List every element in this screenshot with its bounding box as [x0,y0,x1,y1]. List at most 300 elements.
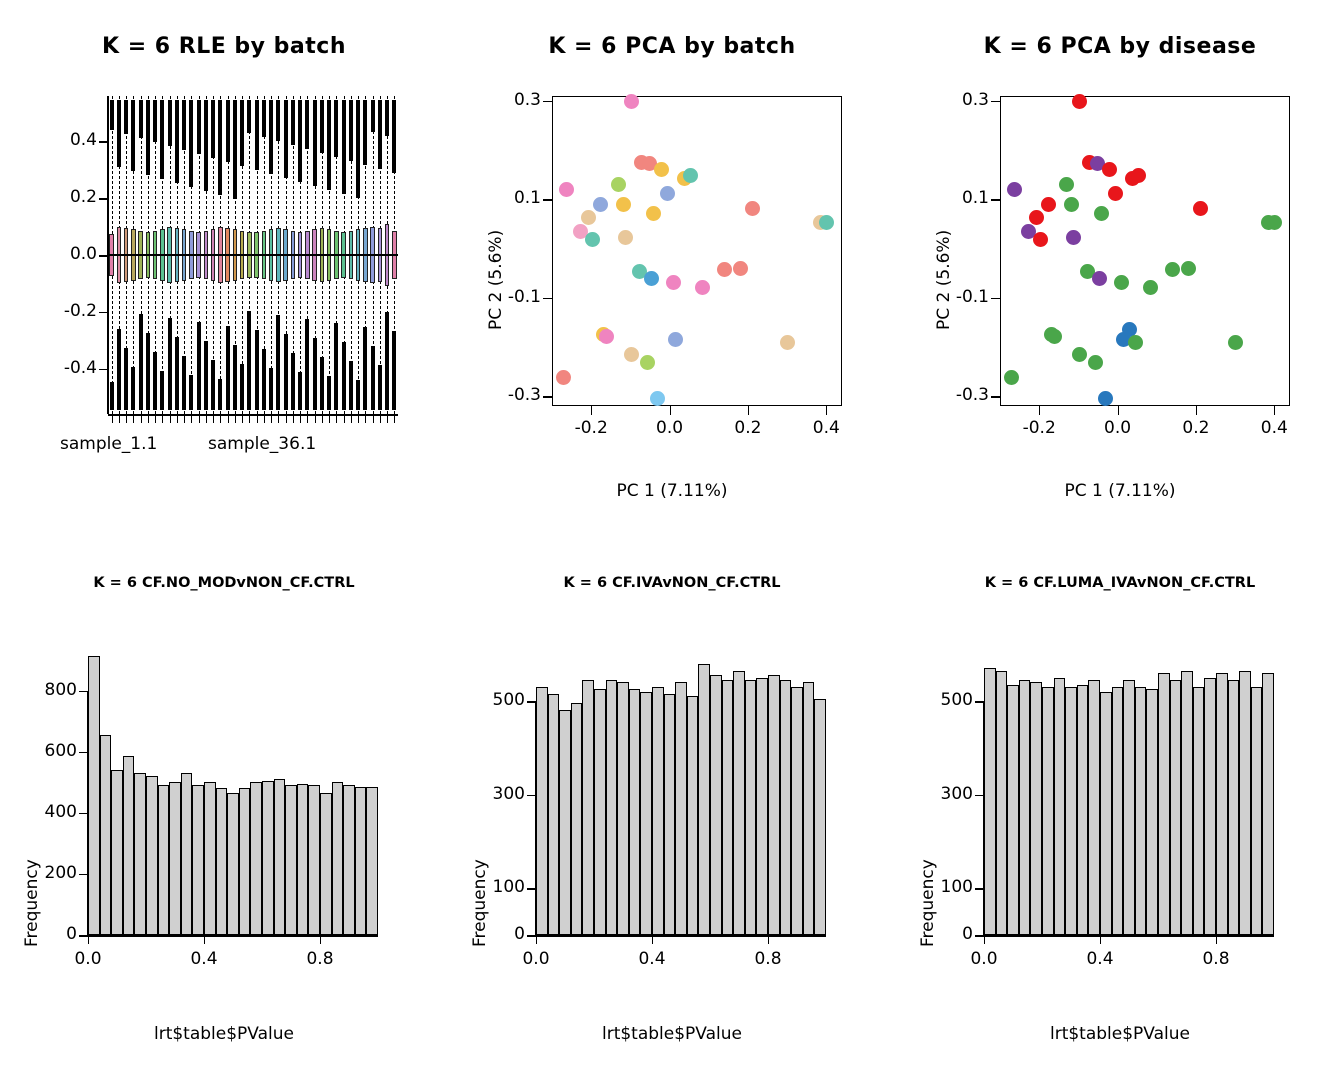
pca-ytick-label: -0.3 [507,385,541,406]
rle-xtick [228,414,229,423]
rle-outliers-bottom [124,348,128,410]
hist-ytick [79,813,88,815]
rle-xtick [235,414,236,423]
rle-ytick [99,141,108,143]
panel-title-hist3: K = 6 CF.LUMA_IVAvNON_CF.CTRL [984,575,1256,591]
hist-ytick [975,935,984,937]
hist-bar [996,671,1008,935]
hist-bar [100,735,112,935]
rle-outliers-top [218,100,222,195]
rle-ytick-label: -0.4 [63,357,97,378]
pca-point [624,94,639,109]
rle-outliers-top [110,100,114,130]
pca-ytick [543,199,552,201]
pca-xtick-label: -0.2 [1022,418,1056,438]
hist-bar [1181,671,1193,935]
rle-outliers-bottom [262,349,266,410]
rle-outliers-bottom [117,329,121,410]
hist-bar [1042,687,1054,935]
pca-xtick [1196,406,1197,415]
hist-bar [88,656,100,935]
hist-bar [250,782,262,935]
rle-outliers-top [284,100,288,178]
hist-bar [814,699,826,935]
rle-outliers-bottom [327,376,331,410]
rle-xaxis [108,414,398,416]
hist-bar [571,703,583,935]
hist-bar [158,785,170,935]
rle-xtick [162,414,163,423]
hist-ytick-label: 0 [66,924,77,944]
hist-ytick [527,795,536,797]
pca-point [1047,329,1062,344]
rle-zero-line [108,254,398,256]
hist-bar [617,682,629,935]
pca-xtick-label: 0.2 [1182,418,1210,438]
pca-ytick-label: -0.1 [955,286,989,307]
pca-point [1108,186,1123,201]
rle-xtick [242,414,243,423]
hist-bar [698,664,710,935]
hist2-ylabel: Frequency [470,859,490,947]
hist-ytick-label: 800 [44,679,77,700]
hist-bar [1123,680,1135,935]
rle-outliers-top [204,100,208,191]
hist-ytick [975,795,984,797]
rle-outliers-top [327,100,331,190]
rle-outliers-top [334,100,338,157]
pca-xtick-label: -0.2 [574,418,608,438]
pca-ytick-label: -0.3 [955,385,989,406]
rle-outliers-bottom [139,314,143,410]
hist-bar [710,675,722,935]
hist-bar [687,696,699,935]
pca-batch-frame [552,96,842,406]
hist-bar [1112,687,1124,935]
hist-bar [262,781,274,935]
panel-pca-by-disease [896,0,1344,537]
panel-rle-by-batch [0,0,448,537]
hist-ytick [975,701,984,703]
hist-xtick [768,935,769,944]
rle-outliers-bottom [197,322,201,410]
hist-bar [756,678,768,935]
pca-point [616,197,631,212]
pca-point [1041,197,1056,212]
rle-ytick-label: -0.2 [63,300,97,321]
hist-bar [1030,682,1042,935]
pca-ytick [991,199,1000,201]
rle-outliers-bottom [182,356,186,410]
rle-outliers-top [276,100,280,141]
rle-xtick [199,414,200,423]
hist-xtick-label: 0.0 [74,949,102,969]
hist-xtick-label: 0.8 [1202,949,1230,969]
hist-bar [1158,673,1170,935]
hist-bar [297,784,309,935]
pca-xtick-label: 0.4 [812,418,840,438]
hist-ytick [975,888,984,890]
rle-xtick [365,414,366,423]
rle-outliers-bottom [356,380,360,410]
hist-bar [320,793,332,935]
hist-bar [582,680,594,935]
hist-xtick-label: 0.0 [970,949,998,969]
pca-point [559,182,574,197]
hist-bar [606,680,618,935]
rle-xtick [358,414,359,423]
hist-xtick [88,935,89,944]
hist-bar [146,776,158,935]
pca-disease-ylabel: PC 2 (5.6%) [934,229,954,330]
hist-bar [768,675,780,935]
hist-bar [216,788,228,935]
pca-xtick-label: 0.0 [1104,418,1132,438]
rle-outliers-top [363,100,367,165]
rle-outliers-top [342,100,346,194]
hist-bar [984,668,996,935]
hist-bar [1088,680,1100,935]
pca-point [593,197,608,212]
hist-bar [343,785,355,935]
rle-outliers-bottom [146,333,150,410]
rle-outliers-top [291,100,295,145]
panel-hist-cf-luma-iva [896,537,1344,1075]
pca-disease-frame [1000,96,1290,406]
pca-point [668,332,683,347]
pca-point [1228,335,1243,350]
pca-point [717,262,732,277]
rle-xtick [315,414,316,423]
rle-ytick [99,255,108,257]
pca-disease-xlabel: PC 1 (7.11%) [1064,481,1176,501]
hist-bar [332,782,344,935]
hist3-xlabel: lrt$table$PValue [1049,1024,1190,1044]
rle-xtick [206,414,207,423]
pca-xtick [1274,406,1275,415]
pca-ytick-label: 0.3 [961,89,989,110]
rle-outliers-bottom [175,337,179,410]
rle-outliers-top [233,100,237,199]
hist-bar [791,687,803,935]
hist-ytick [79,752,88,754]
rle-outliers-top [240,100,244,166]
pca-ytick [543,298,552,300]
rle-outliers-bottom [349,361,353,410]
hist-ytick-label: 500 [492,690,525,711]
hist-bar [169,782,181,935]
rle-outliers-bottom [233,345,237,410]
rle-outliers-top [189,100,193,187]
rle-xtick [155,414,156,423]
rle-outliers-top [269,100,273,174]
hist-bar [1019,680,1031,935]
hist-bar [1135,687,1147,935]
rle-outliers-top [160,100,164,179]
hist-bar [652,687,664,935]
hist-ytick [79,874,88,876]
hist-bar [1146,689,1158,935]
hist-xtick-label: 0.4 [190,949,218,969]
rle-xtick [184,414,185,423]
pca-point [1072,94,1087,109]
rle-outliers-top [131,100,135,171]
pca-point [780,335,795,350]
hist-bar [1065,687,1077,935]
pca-xtick [1118,406,1119,415]
hist1-ylabel: Frequency [22,859,42,947]
rle-outliers-top [255,100,259,170]
rle-outliers-top [298,100,302,182]
hist-bar [640,692,652,935]
rle-outliers-bottom [276,315,280,410]
hist-bar [594,689,606,935]
hist-ytick-label: 500 [940,690,973,711]
rle-outliers-bottom [211,360,215,410]
rle-xtick [220,414,221,423]
hist-bar [629,689,641,935]
hist-ytick-label: 200 [44,862,77,883]
hist-bar [285,785,297,935]
rle-outliers-bottom [226,326,230,410]
hist-bar [664,694,676,935]
hist-ytick-label: 0 [514,924,525,944]
hist-yaxis [983,701,985,935]
hist-bar [733,671,745,935]
hist-xtick-label: 0.4 [638,949,666,969]
rle-outliers-bottom [392,331,396,410]
rle-outliers-bottom [153,352,157,410]
rle-outliers-top [117,100,121,167]
pca-point [1064,197,1079,212]
hist-ytick [79,935,88,937]
rle-outliers-top [146,100,150,175]
rle-xtick [271,414,272,423]
rle-outliers-top [211,100,215,158]
hist-bar [308,785,320,935]
rle-xtick [191,414,192,423]
hist-ytick-label: 0 [962,924,973,944]
rle-xtick [293,414,294,423]
pca-batch-xlabel: PC 1 (7.11%) [616,481,728,501]
hist-xaxis [536,935,826,937]
rle-xtick [278,414,279,423]
pca-ytick-label: -0.1 [507,286,541,307]
hist-ytick-label: 400 [44,801,77,822]
hist-bar [274,779,286,935]
rle-outliers-bottom [189,375,193,410]
rle-outliers-bottom [378,365,382,410]
hist-bar [1054,678,1066,935]
rle-xtick [119,414,120,423]
hist-bar [123,756,135,935]
pca-xtick [591,406,592,415]
hist-bar [1239,671,1251,935]
hist-bar [1007,685,1019,935]
rle-xtick [373,414,374,423]
rle-outliers-top [153,100,157,142]
hist-bar [1100,692,1112,935]
rle-outliers-bottom [204,341,208,410]
hist-yaxis [535,701,537,935]
rle-ytick [99,198,108,200]
hist-bar [1251,687,1263,935]
rle-ytick [99,312,108,314]
hist-bar [111,770,123,935]
hist-bar [181,773,193,935]
hist-bar [559,710,571,935]
hist-bar [1193,687,1205,935]
pca-xtick [1039,406,1040,415]
rle-xtick [112,414,113,423]
rle-xtick [286,414,287,423]
panel-title-hist1: K = 6 CF.NO_MODvNON_CF.CTRL [93,575,355,591]
rle-outliers-bottom [305,319,309,410]
pca-ytick [991,101,1000,103]
hist-bar [1077,685,1089,935]
pca-ytick [991,298,1000,300]
rle-outliers-bottom [160,371,164,410]
pca-point [660,186,675,201]
rle-xtick [148,414,149,423]
hist-bar [675,682,687,935]
hist-bar [239,788,251,935]
rle-outliers-bottom [291,353,295,410]
pca-batch-ylabel: PC 2 (5.6%) [486,229,506,330]
hist-xtick [1100,935,1101,944]
panel-hist-cf-iva [448,537,896,1075]
hist-bar [803,682,815,935]
rle-outliers-top [378,100,382,169]
pca-ytick-label: 0.1 [961,188,989,209]
pca-point [1094,206,1109,221]
hist-bar [355,787,367,935]
pca-xtick [670,406,671,415]
pca-point [1165,262,1180,277]
hist-bar [722,680,734,935]
rle-outliers-bottom [269,368,273,410]
hist-bar [780,680,792,935]
hist-ytick-label: 100 [940,877,973,898]
rle-xtick [264,414,265,423]
panel-pca-by-batch [448,0,896,537]
panel-title-pca-batch: K = 6 PCA by batch [548,34,796,59]
rle-ytick [99,369,108,371]
pca-xtick-label: 0.2 [734,418,762,438]
rle-ytick-label: 0.4 [69,130,97,151]
panel-title-pca-disease: K = 6 PCA by disease [983,34,1257,59]
rle-outliers-bottom [320,357,324,410]
rle-outliers-bottom [110,382,114,410]
rle-xtick [307,414,308,423]
pca-point [1007,182,1022,197]
pca-point [646,206,661,221]
rle-outliers-bottom [255,330,259,410]
pca-xtick [826,406,827,415]
rle-xtick [126,414,127,423]
rle-outliers-top [385,100,389,136]
rle-xtick [249,414,250,423]
hist-bar [366,787,378,935]
hist-bar [204,782,216,935]
rle-outliers-bottom [218,379,222,410]
rle-outliers-top [320,100,324,153]
rle-xtick [177,414,178,423]
rle-xtick [387,414,388,423]
hist-bar [1216,673,1228,935]
hist-ytick-label: 300 [492,783,525,804]
hist-xtick [1216,935,1217,944]
pca-point [1128,335,1143,350]
rle-outliers-top [168,100,172,146]
rle-outliers-top [349,100,353,161]
hist-ytick-label: 600 [44,740,77,761]
hist-bar [1170,680,1182,935]
hist-xtick [652,935,653,944]
rle-xtick [351,414,352,423]
rle-xtick [257,414,258,423]
hist-ytick-label: 100 [492,877,525,898]
pca-ytick-label: 0.1 [513,188,541,209]
hist-xaxis [88,935,378,937]
hist-xtick [984,935,985,944]
rle-xtick [336,414,337,423]
pca-ytick [543,101,552,103]
hist-ytick [527,701,536,703]
pca-ytick-label: 0.3 [513,89,541,110]
rle-outliers-bottom [298,372,302,410]
hist3-ylabel: Frequency [918,859,938,947]
hist-ytick-label: 300 [940,783,973,804]
hist-bar [192,785,204,935]
hist-xtick [204,935,205,944]
rle-xtick [380,414,381,423]
pca-xtick-label: 0.0 [656,418,684,438]
hist-bar [1262,673,1274,935]
panel-hist-cf-no-mod [0,537,448,1075]
hist-bar [1228,680,1240,935]
rle-outliers-top [182,100,186,150]
hist-bar [548,694,560,935]
hist-xaxis [984,935,1274,937]
rle-xlabel-first: sample_1.1 [60,434,158,454]
pca-ytick [991,396,1000,398]
pca-xtick [748,406,749,415]
rle-outliers-bottom [284,334,288,410]
rle-outliers-top [247,100,251,133]
panel-title-rle: K = 6 RLE by batch [102,34,346,59]
rle-xtick [300,414,301,423]
pca-point [644,271,659,286]
hist-ytick [527,888,536,890]
rle-outliers-top [175,100,179,183]
rle-outliers-bottom [247,311,251,410]
hist-ytick [527,935,536,937]
hist-bar [1204,678,1216,935]
rle-outliers-bottom [240,364,244,410]
rle-outliers-top [262,100,266,137]
rle-outliers-top [226,100,230,162]
hist-xtick-label: 0.8 [306,949,334,969]
rle-outliers-bottom [342,342,346,410]
rle-xtick [133,414,134,423]
hist-xtick [536,935,537,944]
rle-xtick [141,414,142,423]
rle-outliers-bottom [131,367,135,410]
rle-xtick [344,414,345,423]
rle-outliers-top [124,100,128,134]
rle-outliers-top [197,100,201,154]
